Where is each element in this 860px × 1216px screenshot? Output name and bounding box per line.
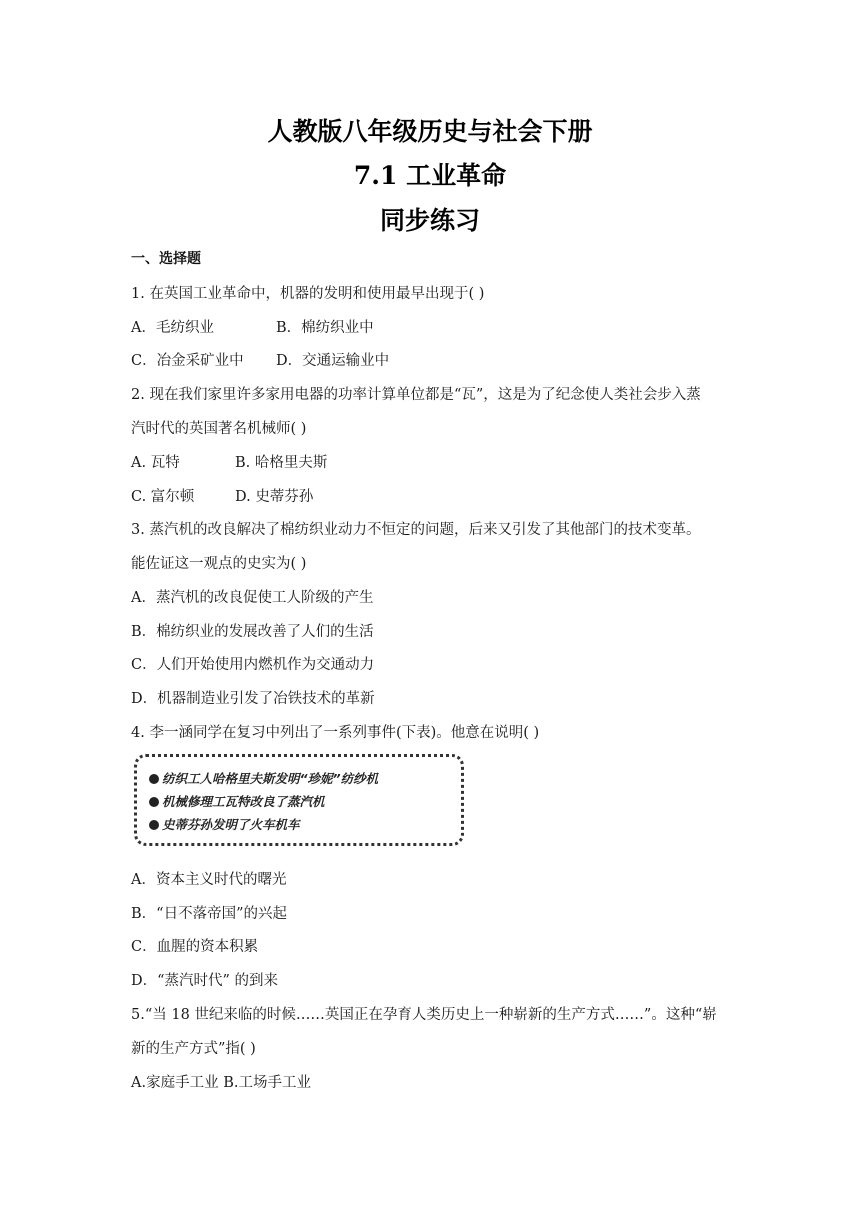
q4-event-box bbox=[134, 754, 464, 846]
subtitle: 同步练习 bbox=[379, 206, 480, 235]
bullet-icon bbox=[149, 820, 159, 830]
q4-option-b: B．“日不落帝国”的兴起 bbox=[131, 906, 287, 922]
q3-option-d: D．机器制造业引发了冶铁技术的革新 bbox=[131, 691, 375, 707]
q4-event-item: 机械修理工瓦特改良了蒸汽机 bbox=[149, 790, 461, 813]
q2-stem-line1: 2. 现在我们家里许多家用电器的功率计算单位都是“瓦”，这是为了纪念使人类社会步入蒸 bbox=[131, 387, 701, 403]
q4-option-c: C．血腥的资本积累 bbox=[131, 939, 259, 955]
q1-options-row2 bbox=[131, 349, 390, 370]
q2-option-d: D. 史蒂芬孙 bbox=[235, 489, 314, 505]
q2-options-row2 bbox=[131, 485, 314, 506]
q3-stem-line2: 能佐证这一观点的史实为( ) bbox=[131, 556, 307, 572]
q4-event-item: 纺织工人哈格里夫斯发明“珍妮”纺纱机 bbox=[149, 767, 461, 790]
lesson-title: 7.1 工业革命 bbox=[353, 161, 507, 190]
section-heading: 一、选择题 bbox=[131, 251, 201, 267]
q4-option-d: D．“蒸汽时代” 的到来 bbox=[131, 973, 279, 989]
q5-stem-line2: 新的生产方式”指( ) bbox=[131, 1041, 256, 1057]
bullet-icon bbox=[149, 797, 159, 807]
q3-stem-line1: 3. 蒸汽机的改良解决了棉纺织业动力不恒定的问题，后来又引发了其他部门的技术变革。 bbox=[131, 522, 701, 538]
q1-stem: 1. 在英国工业革命中，机器的发明和使用最早出现于( ) bbox=[131, 286, 485, 302]
q1-option-a: A．毛纺织业 bbox=[131, 320, 214, 336]
q5-stem-line1: 5.“当 18 世纪来临的时候……英国正在孕育人类历史上一种崭新的生产方式……”。这种“崭 bbox=[131, 1007, 717, 1023]
q3-option-b: B．棉纺织业的发展改善了人们的生活 bbox=[131, 624, 374, 640]
q1-option-c: C．冶金采矿业中 bbox=[131, 353, 244, 369]
q1-options-row1 bbox=[131, 316, 374, 337]
q2-stem-line2: 汽时代的英国著名机械师( ) bbox=[131, 421, 307, 437]
q4-stem: 4. 李一涵同学在复习中列出了一系列事件(下表)。他意在说明( ) bbox=[131, 725, 540, 741]
q4-option-a: A．资本主义时代的曙光 bbox=[131, 872, 287, 888]
q5-options: A.家庭手工业 B.工场手工业 bbox=[131, 1075, 311, 1091]
q2-option-c: C. 富尔顿 bbox=[131, 489, 195, 505]
q2-options-row1 bbox=[131, 451, 328, 472]
q1-option-d: D．交通运输业中 bbox=[276, 353, 390, 369]
q2-option-a: A. 瓦特 bbox=[131, 455, 180, 471]
q2-option-b: B. 哈格里夫斯 bbox=[235, 455, 328, 471]
q3-option-a: A．蒸汽机的改良促使工人阶级的产生 bbox=[131, 590, 374, 606]
q3-option-c: C．人们开始使用内燃机作为交通动力 bbox=[131, 657, 375, 673]
bullet-icon bbox=[149, 774, 159, 784]
q4-event-item: 史蒂芬孙发明了火车机车 bbox=[149, 813, 461, 836]
q1-option-b: B．棉纺织业中 bbox=[276, 320, 374, 336]
document-title: 人教版八年级历史与社会下册 bbox=[267, 117, 593, 146]
